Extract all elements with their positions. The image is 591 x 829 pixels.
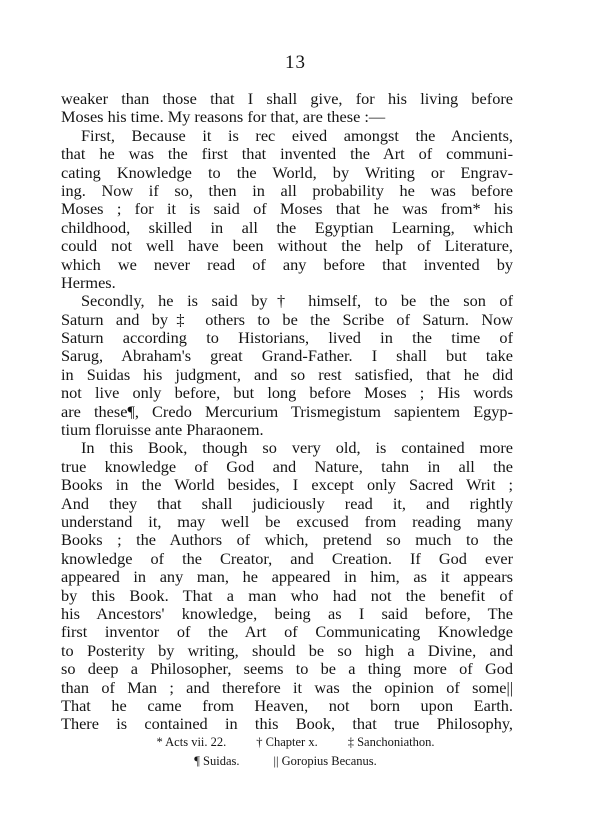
footnote-sanchoniathon: ‡ Sanchoniathon. — [347, 735, 435, 749]
text-line: First, Because it is rec eived amongst the Ancients, — [81, 125, 513, 145]
text-line: Books ; the Authors of which, pretend so much to the — [61, 530, 513, 550]
text-line: That he came from Heaven, not born upon Earth. — [61, 695, 513, 715]
text-line: Sarug, Abraham's great Grand-Father. I shall but take — [61, 346, 513, 366]
text-line: And they that shall judiciously read it, and rightly — [61, 493, 513, 513]
text-line: in Suidas his judgment, and so rest satisfied, that he did — [61, 364, 513, 384]
text-line: appeared in any man, he appeared in him, as it appears — [61, 567, 513, 587]
text-line: Secondly, he is said by† himself, to be the son of — [81, 291, 513, 311]
text-line: Moses his time. My reasons for that, are these :— — [61, 107, 386, 127]
body-text — [61, 90, 513, 734]
text-line: Books in the World besides, I except only Sacred Writ ; — [61, 475, 513, 495]
footnote-goropius: || Goropius Becanus. — [273, 754, 377, 768]
footnote-suidas: ¶ Suidas. — [194, 754, 240, 768]
text-line: could not well have been without the help of Literature, — [61, 236, 513, 256]
text-line: cating Knowledge to the World, by Writing or Engrav- — [61, 162, 513, 182]
text-line: childhood, skilled in all the Egyptian Learning, which — [61, 217, 513, 237]
page-number: 13 — [285, 52, 306, 73]
text-line: ing. Now if so, then in all probability he was before — [61, 180, 513, 200]
footnote-chapter: † Chapter x. — [256, 735, 318, 749]
text-line: not live only before, but long before Moses ; His words — [61, 383, 513, 403]
text-line: first inventor of the Art of Communicating Knowledge — [61, 622, 513, 642]
text-line: understand it, may well be excused from reading many — [61, 511, 513, 531]
text-line: that he was the first that invented the Art of communi- — [61, 144, 513, 164]
text-line: than of Man ; and therefore it was the opinion of some|| — [61, 677, 513, 697]
text-line: so deep a Philosopher, seems to be a thing more of God — [61, 659, 513, 679]
text-line: are these¶, Credo Mercurium Trismegistum sapientem Egyp- — [61, 401, 513, 421]
text-line: In this Book, though so very old, is contained more — [81, 438, 513, 458]
text-line: There is contained in this Book, that true Philosophy, — [61, 714, 513, 734]
text-line: which we never read of any before that invented by — [61, 254, 513, 274]
text-line: Moses ; for it is said of Moses that he was from* his — [61, 199, 513, 219]
text-line: weaker than those that I shall give, for his living before — [61, 89, 513, 108]
footnote-row — [0, 752, 591, 771]
text-line: Saturn and by‡ others to be the Scribe of Saturn. Now — [61, 309, 513, 329]
text-line: to Posterity by writing, should be so high a Divine, and — [61, 640, 513, 660]
text-line: knowledge of the Creator, and Creation. If God ever — [61, 548, 513, 568]
text-line: true knowledge of God and Nature, tahn in all the — [61, 456, 513, 476]
footnote-row — [0, 733, 591, 752]
text-line: Hermes. — [61, 272, 116, 292]
footnotes — [0, 733, 591, 771]
text-line: Saturn according to Historians, lived in the time of — [61, 328, 513, 348]
text-line: tium floruisse ante Pharaonem. — [61, 420, 264, 440]
footnote-acts: * Acts vii. 22. — [156, 735, 227, 749]
text-line: his Ancestors' knowledge, being as I said before, The — [61, 603, 513, 623]
text-line: by this Book. That a man who had not the benefit of — [61, 585, 513, 605]
